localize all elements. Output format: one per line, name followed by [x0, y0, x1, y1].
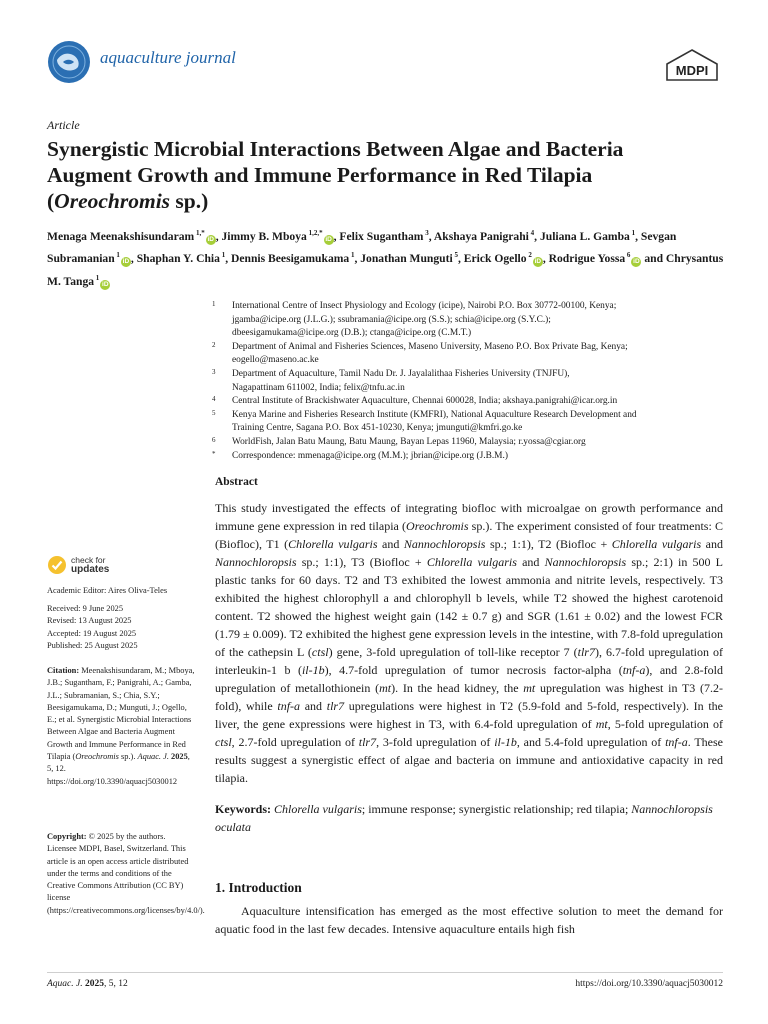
affiliation-list [212, 300, 724, 463]
citation-label: Citation: [47, 666, 80, 675]
mdpi-logo-text: MDPI [675, 63, 709, 78]
title-line-2: Augment Growth and Immune Performance in Red Tilapia [47, 163, 593, 187]
affiliation-line: jgamba@icipe.org (J.L.G.); ssubramania@icipe.org (S.S.); schia@icipe.org (S.Y.C.); [232, 314, 551, 325]
author-name: Felix Sugantham [339, 229, 424, 243]
affiliation-line: dbeesigamukama@icipe.org (D.B.); ctanga@icipe.org (C.M.T.) [232, 328, 472, 339]
author-name: Jimmy B. Mboya [221, 229, 307, 243]
orcid-icon[interactable]: iD [207, 235, 214, 243]
copyright-text: © 2025 by the authors. Licensee MDPI, Basel, Switzerland. This article is an open access article distributed under the terms and conditions of the Creative Commons Attribution (CC BY) license (https://creativecommons.org/licenses/by/4.0/). [47, 832, 205, 915]
author-name: Jonathan Munguti [360, 252, 453, 266]
affiliation-item [212, 368, 724, 395]
section-heading-introduction: 1. Introduction [215, 880, 302, 895]
journal-globe-icon [47, 40, 91, 84]
affiliation-line: WorldFish, Jalan Batu Maung, Batu Maung, Bayan Lepas 11960, Malaysia; r.yossa@cgiar.org [232, 436, 586, 447]
introduction-text: Aquaculture intensification has emerged as the most effective solution to meet the demand for aquatic food in the last few decades. Intensive aquaculture entails high fish [215, 904, 723, 936]
affiliation-item [212, 395, 724, 409]
orcid-icon[interactable]: iD [102, 280, 109, 288]
abstract-heading: Abstract [215, 476, 258, 488]
affiliation-line: International Centre of Insect Physiology and Ecology (icipe), Nairobi P.O. Box 30772-00100, Kenya; [232, 301, 617, 311]
affiliation-line: Central Institute of Brackishwater Aquaculture, Chennai 600028, India; akshaya.panigrahi@icar.org.in [232, 396, 618, 407]
affiliation-item [212, 436, 724, 450]
author-affiliation-marker: 1,2,* [306, 229, 323, 237]
author-affiliation-marker: 1,* [194, 229, 205, 237]
orcid-icon[interactable]: iD [325, 235, 332, 243]
keywords-label: Keywords: [215, 802, 271, 816]
affiliation-number: 1 [212, 300, 216, 308]
author-name: Dennis Beesigamukama [231, 252, 350, 266]
author-name: Erick Ogello [463, 252, 527, 266]
affiliation-number: 4 [212, 395, 216, 404]
orcid-icon[interactable]: iD [122, 258, 130, 266]
affiliation-line: Department of Aquaculture, Tamil Nadu Dr. J. Jayalalithaa Fisheries University (TNJFU), [232, 368, 570, 379]
publication-dates [47, 603, 195, 652]
affiliation-number: 2 [212, 340, 216, 349]
academic-editor: Academic Editor: Aires Oliva-Teles [47, 586, 168, 595]
check-for-updates-badge[interactable] [47, 555, 127, 579]
author-affiliation-marker: 1 [94, 273, 100, 282]
author-affiliation-marker: 1 [219, 251, 226, 260]
check-for-updates-icon [47, 555, 67, 575]
copyright-label: Copyright: [47, 832, 87, 841]
publication-date: Revised: 13 August 2025 [47, 616, 132, 626]
title-line-3: (Oreochromis sp.) [47, 189, 209, 213]
affiliation-item [212, 341, 724, 368]
footer-doi-link[interactable]: https://doi.org/10.3390/aquacj5030012 [575, 979, 723, 989]
author-name: Rodrigue Yossa [548, 252, 626, 266]
publication-date: Published: 25 August 2025 [47, 640, 138, 650]
author-affiliation-marker: 3 [423, 229, 429, 237]
author-affiliation-marker: 1 [629, 229, 636, 237]
author-name: Akshaya Panigrahi [433, 229, 529, 243]
mdpi-logo-icon [662, 48, 722, 82]
title-line-1: Synergistic Microbial Interactions Between Algae and Bacteria [47, 137, 624, 161]
author-name: Sevgan Subramanian [47, 229, 677, 266]
copyright-block [47, 831, 205, 917]
publication-date: Received: 9 June 2025 [47, 604, 124, 613]
affiliation-number: 3 [212, 367, 216, 376]
affiliation-number: 6 [212, 435, 216, 444]
author-affiliation-marker: 1 [349, 251, 355, 260]
orcid-icon[interactable]: iD [534, 258, 542, 266]
footer-citation: Aquac. J. 2025, 5, 12 [47, 979, 128, 989]
affiliation-line: Department of Animal and Fisheries Sciences, Maseno University, Maseno P.O. Box Private Bag, Kenya; [232, 341, 628, 352]
affiliation-line: Correspondence: mmenaga@icipe.org (M.M.); jbrian@icipe.org (J.B.M.) [232, 450, 508, 461]
updates-line1: check for [71, 555, 106, 565]
affiliation-item [212, 450, 724, 464]
author-name: Shaphan Y. Chia [136, 252, 220, 266]
paper-title [47, 136, 727, 214]
citation-doi-link[interactable]: , 5, 12. https://doi.org/10.3390/aquacj5030012 [47, 752, 190, 786]
article-type: Article [47, 118, 80, 132]
keywords: Keywords: Chlorella vulgaris; immune response; synergistic relationship; red tilapia; Nannochloropsis oculata [215, 802, 713, 834]
affiliation-line: Kenya Marine and Fisheries Research Institute (KMFRI), National Aquaculture Research Development and [232, 409, 637, 420]
footer-divider [47, 972, 723, 973]
orcid-icon[interactable]: iD [633, 258, 640, 266]
affiliation-item [212, 300, 724, 341]
affiliation-line: Nagapattinam 611002, India; felix@tnfu.ac.in [232, 382, 405, 393]
author-affiliation-marker: 5 [452, 251, 458, 260]
affiliation-line: Training Centre, Sagana P.O. Box 451-10230, Kenya; jmunguti@kmfri.go.ke [232, 423, 523, 434]
affiliation-number: 5 [212, 408, 216, 417]
author-name: Juliana L. Gamba [539, 229, 630, 243]
author-name: Menaga Meenakshisundaram [47, 229, 195, 243]
author-affiliation-marker: 1 [114, 251, 120, 260]
author-affiliation-marker: 4 [528, 229, 535, 237]
author-list: Menaga Meenakshisundaram $^{1,*}$iD , Jimmy B. Mboya $^{1,2,*}$iD , Felix Sugantham $^3$, Akshaya Panigrahi $^4$, Juliana L. Gamba $^1$, Sevgan Subramanian $^1$iD , Shaphan Y. Chia $^1$, Dennis Beesigamukama $^1$, Jonathan Munguti $^5$, Erick Ogello $^2$iD , Rodrigue Yossa $^6$iD and Chrysantus M. Tanga $^1$iD [47, 229, 724, 288]
author-affiliation-marker: 2 [526, 251, 532, 260]
affiliation-line: eogello@maseno.ac.ke [232, 355, 319, 366]
author-name: Chrysantus M. Tanga [47, 252, 724, 288]
author-affiliation-marker: 6 [625, 251, 631, 260]
publication-date: Accepted: 19 August 2025 [47, 628, 137, 638]
affiliation-item [212, 409, 724, 436]
affiliation-number: * [212, 449, 216, 458]
updates-line2: updates [71, 564, 110, 575]
citation-block: Citation: Meenakshisundaram, M.; Mboya, J.B.; Sugantham, F.; Panigrahi, A.; Gamba, J.L.; Subramanian, S.; Chia, S.Y.; Beesigamukama, D.; Munguti, J.; Ogello, E.; et al. Synergistic Microbial Interactions Between Algae and Bacteria Augment Growth and Immune Performance in Red Tilapia (Oreochromis sp.). Aquac. J. 2025, 5, 12. https://doi.org/10.3390/aquacj5030012 [47, 666, 195, 786]
journal-name[interactable]: aquaculture journal [100, 48, 236, 67]
abstract-text: This study investigated the effects of integrating biofloc with microalgae on growth performance and immune gene expression in red tilapia (Oreochromis sp.). The experiment consisted of four treatments: C (Biofloc), T1 (Chlorella vulgaris and Nannochloropsis sp.; 1:1), T2 (Biofloc + Chlorella vulgaris and Nannochloropsis sp.; 1:1), T3 (Biofloc + Chlorella vulgaris and Nannochloropsis sp.; 2:1) in 500 L plastic tanks for 60 days. T2 and T3 exhibited the lowest ammonia and nitrite levels, respectively. T3 exhibited the highest chlorophyll a and chlorophyll b levels, while T2 showed the highest carotenoid content. T2 showed the highest weight gain (142 ± 0.7 g) and SGR (1.61 ± 0.02) and the lowest FCR (1.79 ± 0.009). T2 exhibited the highest gene expression levels in the intestine, with 7.8-fold upregulation of the cathepsin L (ctsl) gene, 3-fold upregulation of toll-like receptor 7 (tlr7), 6.7-fold upregulation of interleukin-1 b (il-1b), 4.7-fold upregulation of tumor necrosis factor-alpha (tnf-a), and 2.8-fold upregulation of metallothionein (mt). In the head kidney, the mt upregulation was highest in T3 (7.2-fold), while tnf-a and tlr7 upregulations were highest in T2 (5.9-fold and 5-fold, respectively). In the liver, the gene expressions were highest in T3, with 6.4-fold upregulation of mt, 5-fold upregulation of ctsl, 2.7-fold upregulation of tlr7, 3-fold upregulation of il-1b, and 5.4-fold upregulation of tnf-a. These results suggest a synergistic effect of algae and bacteria on immune and antioxidative capacity in red tilapia. [215, 501, 724, 785]
